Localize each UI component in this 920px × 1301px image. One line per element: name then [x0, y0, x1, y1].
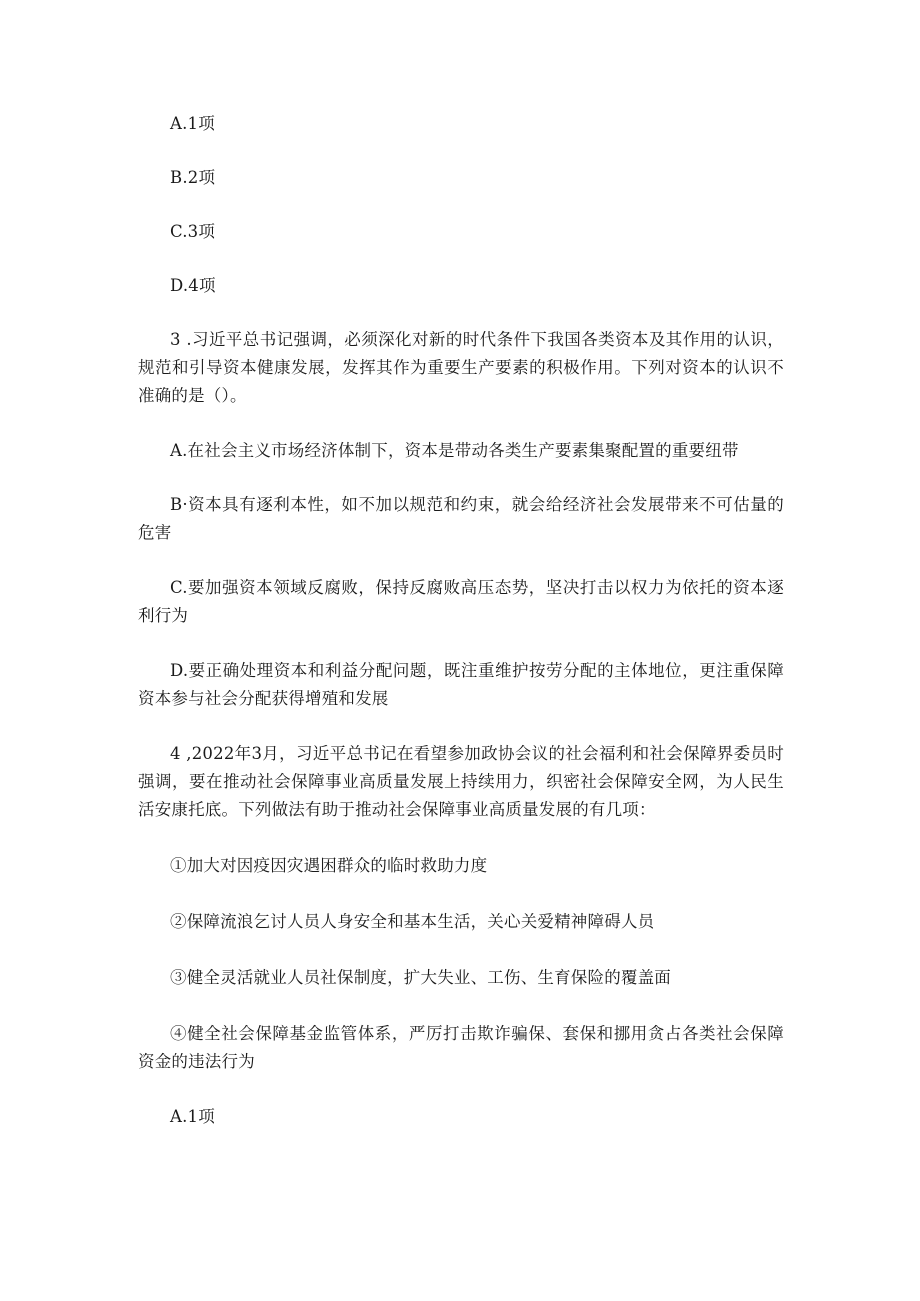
- prev-option-b: B.2项: [170, 168, 216, 187]
- prev-option-d: D.4项: [170, 276, 216, 295]
- prev-option-c: C.3项: [170, 222, 216, 241]
- question-4-item-2: ②保障流浪乞讨人员人身安全和基本生活，关心关爱精神障碍人员: [170, 912, 655, 931]
- question-3-option-c: C.要加强资本领域反腐败，保持反腐败高压态势，坚决打击以权力为依托的资本逐利行为: [138, 578, 784, 625]
- question-4-item-1: ①加大对因疫因灾遇困群众的临时救助力度: [170, 856, 488, 875]
- question-4-item-4: ④健全社会保障基金监管体系，严厉打击欺诈骗保、套保和挪用贪占各类社会保障资金的违法行为: [138, 1024, 784, 1071]
- prev-option-a: A.1项: [170, 114, 215, 133]
- question-3-option-b: B·资本具有逐利本性，如不加以规范和约束，就会给经济社会发展带来不可估量的危害: [138, 495, 784, 542]
- question-4-stem: 4 ,2022年3月，习近平总书记在看望参加政协会议的社会福利和社会保障界委员时强调，要在推动社会保障事业高质量发展上持续用力，织密社会保障安全网，为人民生活安康托底。下列做法有助于推动社会保障事业高质量发展的有几项：: [138, 744, 784, 819]
- question-3-option-d: D.要正确处理资本和利益分配问题，既注重维护按劳分配的主体地位，更注重保障资本参与社会分配获得增殖和发展: [138, 661, 784, 708]
- question-3-stem: 3 .习近平总书记强调，必须深化对新的时代条件下我国各类资本及其作用的认识，规范和引导资本健康发展，发挥其作为重要生产要素的积极作用。下列对资本的认识不准确的是（）。: [138, 330, 784, 405]
- question-3-option-a: A.在社会主义市场经济体制下，资本是带动各类生产要素集聚配置的重要纽带: [170, 441, 739, 460]
- question-4-item-3: ③健全灵活就业人员社保制度，扩大失业、工伤、生育保险的覆盖面: [170, 968, 671, 987]
- question-4-option-a: A.1项: [170, 1107, 215, 1126]
